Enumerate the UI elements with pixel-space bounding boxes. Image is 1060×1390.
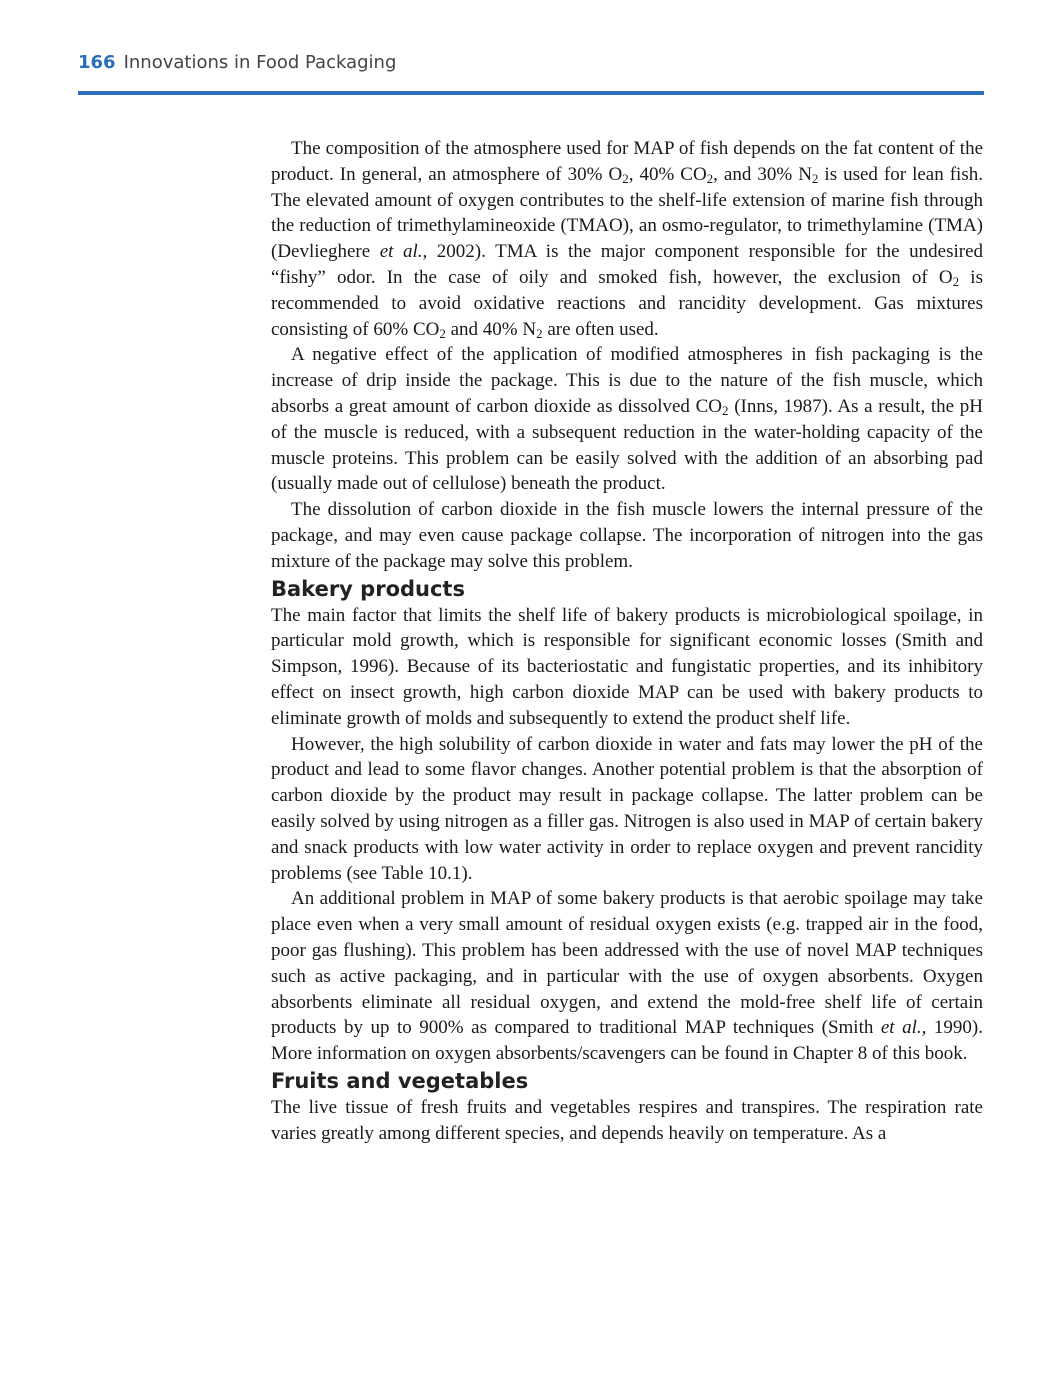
bakery-paragraph-1: The main factor that limits the shelf life of bakery products is microbiological spoilage, in particular mold growth, which is responsible for significant economic losses (Smith and Simpson, 1996). Because of its bacteriostatic and fungistatic properties, and its inhibitory effect on insect growth, high carbon dioxide MAP can be used with bakery products to eliminate growth of molds and subsequently to extend the product shelf life. [271,604,983,729]
book-title: Innovations in Food Packaging [123,52,397,73]
bakery-paragraph-3: An additional problem in MAP of some bakery products is that aerobic spoilage may take place even when a very small amount of residual oxygen exists (e.g. trapped air in the food, poor gas flushing). This problem has been addressed with the use of novel MAP techniques such as active packaging, and in particular with the use of oxygen absorbents. Oxygen absorbents eliminate all residual oxygen, and extend the mold-free shelf life of certain products by up to 900% as compared to traditional MAP techniques (Smith et al., 1990). More information on oxygen absorbents/scavengers can be found in Chapter 8 of this book. [271,888,983,1065]
section-heading-fruits: Fruits and vegetables [271,1068,529,1093]
body-text [271,136,983,1146]
fish-paragraph-3: The dissolution of carbon dioxide in the fish muscle lowers the internal pressure of the package, and may even cause package collapse. The incorporation of nitrogen into the gas mixture of the package may solve this problem. [271,499,983,572]
bakery-paragraph-2: However, the high solubility of carbon dioxide in water and fats may lower the pH of the product and lead to some flavor changes. Another potential problem is that the absorption of carbon dioxide by the product may result in package collapse. The latter problem can be easily solved by using nitrogen as a filler gas. Nitrogen is also used in MAP of certain bakery and snack products with low water activity in order to replace oxygen and prevent rancidity problems (see Table 10.1). [271,733,983,884]
header-rule [78,91,984,95]
section-heading-bakery: Bakery products [271,576,465,601]
fish-paragraph-2: A negative effect of the application of modified atmospheres in fish packaging is the increase of drip inside the package. This is due to the nature of the fish muscle, which absorbs a great amount of carbon dioxide as dissolved $CO_2$ (Inns, 1987). As a result, the pH of the muscle is reduced, with a subsequent reduction in the water-holding capacity of the muscle proteins. This problem can be easily solved with the addition of an absorbing pad (usually made out of cellulose) beneath the product. [271,344,983,495]
running-head [78,50,396,76]
page-number: 166 [78,52,116,73]
fish-paragraph-1: The composition of the atmosphere used for MAP of fish depends on the fat content of the product. In general, an atmosphere of 30% $O_2$, 40% $CO_2$, and 30% $N_2$ is used for lean fish. The elevated amount of oxygen contributes to the shelf-life extension of marine fish through the reduction of trimethylamineoxide (TMAO), an osmo-regulator, to trimethylamine (TMA) (Devlieghere et al., 2002). TMA is the major component responsible for the undesired “fishy” odor. In the case of oily and smoked fish, however, the exclusion of $O_2$ is recommended to avoid oxidative reactions and rancidity development. Gas mixtures consisting of 60% $CO_2$ and 40% $N_2$ are often used. [271,138,983,341]
fruits-paragraph-1: The live tissue of fresh fruits and vegetables respires and transpires. The respiration rate varies greatly among different species, and depends heavily on temperature. As a [271,1096,983,1144]
